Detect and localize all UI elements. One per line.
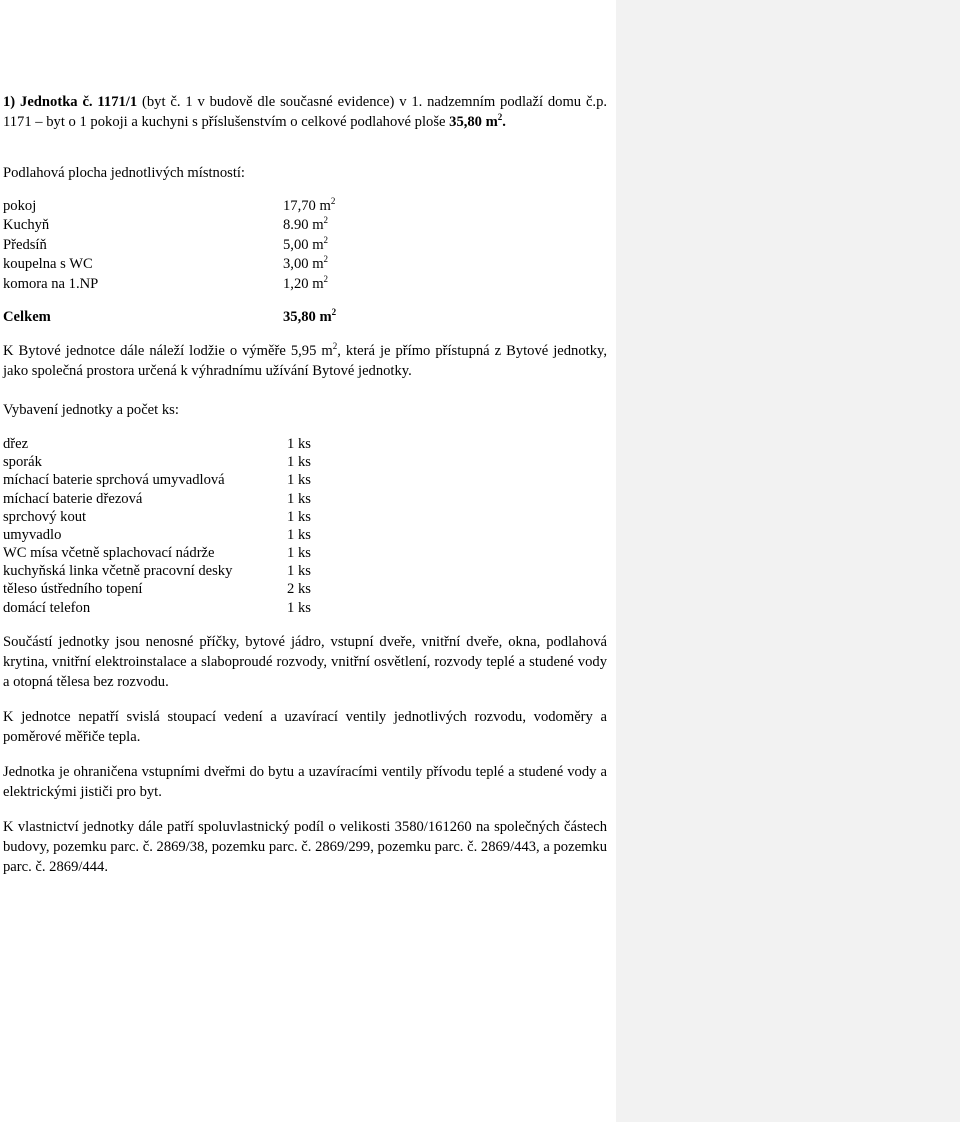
equipment-row xyxy=(3,526,607,544)
rooms-total-row xyxy=(3,307,607,327)
equipment-name: dřez xyxy=(3,435,29,452)
room-row xyxy=(3,275,607,294)
equipment-row xyxy=(3,453,607,471)
unit-intro-paragraph: 1) Jednotka č. 1171/1 (byt č. 1 v budově dle současné evidence) v 1. nadzemním podlaží domu č.p. 1171 – byt o 1 pokoji a kuchyni s příslušenstvím o celkové podlahové ploše 35,80 $m^2$. xyxy=(3,94,608,130)
equipment-name: sprchový kout xyxy=(3,508,87,525)
equipment-count: 1 ks xyxy=(287,435,311,452)
room-row xyxy=(3,255,607,274)
total-area: 35,80 $m^2$ xyxy=(283,307,337,325)
equipment-name: domácí telefon xyxy=(3,599,91,616)
room-name: koupelna s WC xyxy=(3,256,93,273)
unit-number: 1) xyxy=(3,94,16,110)
room-name: komora na 1.NP xyxy=(3,275,99,292)
unit-description: (byt č. 1 v budově dle současné evidence) v 1. nadzemním podlaží domu č.p. 1171 – byt o 1 pokoji a kuchyni s příslušenstvím o celkové podlahové ploše xyxy=(3,94,608,130)
loggia-paragraph: K Bytové jednotce dále náleží lodžie o výměře 5,95 $m^2$, která je přímo přístupná z Bytové jednotky, jako společná prostora určená k výhradnímu užívání Bytové jednotky. xyxy=(3,341,607,379)
equipment-name: míchací baterie sprchová umyvadlová xyxy=(3,472,225,489)
equipment-name: míchací baterie dřezová xyxy=(3,490,143,507)
room-area: 1,20 $m^2$ xyxy=(283,273,329,292)
equipment-row xyxy=(3,599,607,617)
room-name: Kuchyň xyxy=(3,217,50,234)
ownership-share-paragraph: K vlastnictví jednotky dále patří spoluvlastnický podíl o velikosti 3580/161260 na společných částech budovy, pozemku parc. č. 2869/38, pozemku parc. č. 2869/299, pozemku parc. č. 2869/443, a pozemku parc. č. 2869/444. xyxy=(3,818,607,875)
room-area: 3,00 $m^2$ xyxy=(283,254,329,273)
equipment-count: 1 ks xyxy=(287,563,311,580)
room-row xyxy=(3,216,607,235)
equipment-name: sporák xyxy=(3,454,42,471)
excluded-items-paragraph: K jednotce nepatří svislá stoupací vedení a uzavírací ventily jednotlivých rozvodu, vodoměry a poměrové měřiče tepla. xyxy=(3,708,607,745)
total-label: Celkem xyxy=(3,308,51,325)
unit-label: Jednotka č. 1171/1 xyxy=(20,94,138,110)
equipment-list xyxy=(3,435,607,617)
equipment-name: kuchyňská linka včetně pracovní desky xyxy=(3,563,233,580)
room-area: 17,70 $m^2$ xyxy=(283,196,336,214)
equipment-heading: Vybavení jednotky a počet ks: xyxy=(3,401,179,418)
equipment-name: umyvadlo xyxy=(3,526,62,543)
equipment-name: WC mísa včetně splachovací nádrže xyxy=(3,545,215,562)
room-row xyxy=(3,197,607,216)
equipment-name: těleso ústředního topení xyxy=(3,581,143,598)
unit-total-area: 35,80 m xyxy=(449,114,498,130)
room-area: 5,00 $m^2$ xyxy=(283,234,329,253)
equipment-count: 1 ks xyxy=(287,508,311,525)
room-name: pokoj xyxy=(3,198,37,214)
equipment-count: 1 ks xyxy=(287,526,311,543)
equipment-count: 1 ks xyxy=(287,454,311,471)
rooms-list xyxy=(3,197,607,294)
equipment-row xyxy=(3,544,607,562)
equipment-count: 1 ks xyxy=(287,545,311,562)
equipment-row xyxy=(3,580,607,598)
equipment-row xyxy=(3,471,607,489)
unit-components-paragraph: Součástí jednotky jsou nenosné příčky, bytové jádro, vstupní dveře, vnitřní dveře, okna, podlahová krytina, vnitřní elektroinstalace a slaboproudé rozvody, vnitřní osvětlení, rozvody teplé a studené vody a otopná tělesa bez rozvodu. xyxy=(3,633,607,690)
equipment-count: 1 ks xyxy=(287,599,311,616)
equipment-row xyxy=(3,435,607,453)
equipment-count: 1 ks xyxy=(287,490,311,507)
equipment-row xyxy=(3,508,607,526)
document-body xyxy=(3,92,607,877)
equipment-count: 2 ks xyxy=(287,581,311,598)
unit-boundary-paragraph: Jednotka je ohraničena vstupními dveřmi do bytu a uzavíracími ventily přívodu teplé a studené vody a elektrickými jističi pro byt. xyxy=(3,763,607,800)
equipment-count: 1 ks xyxy=(287,472,311,489)
room-row xyxy=(3,236,607,255)
room-name: Předsíň xyxy=(3,236,47,253)
rooms-heading: Podlahová plocha jednotlivých místností: xyxy=(3,165,245,181)
equipment-row xyxy=(3,562,607,580)
margin-panel xyxy=(616,0,960,1122)
equipment-row xyxy=(3,490,607,508)
room-area: 8.90 $m^2$ xyxy=(283,215,329,234)
